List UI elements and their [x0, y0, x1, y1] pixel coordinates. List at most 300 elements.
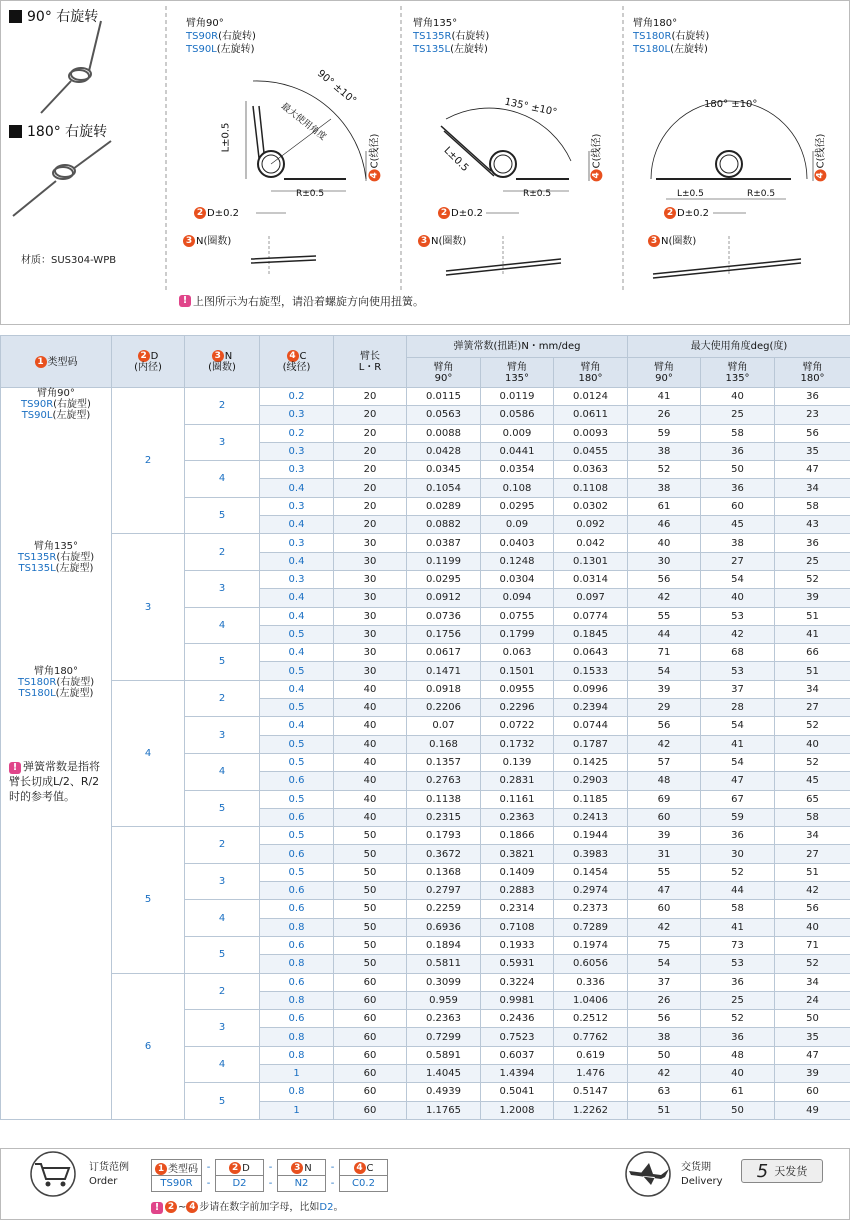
spring-cell: 0.6037	[481, 1046, 554, 1064]
angle-cell: 40	[775, 918, 850, 936]
spring-cell: 0.0314	[554, 570, 628, 588]
diagram-panel	[0, 0, 850, 325]
table-row	[1, 388, 850, 406]
order-h4: 4 C	[340, 1160, 388, 1176]
c-cell: 0.6	[260, 973, 334, 991]
angle-cell: 73	[701, 936, 775, 954]
order-v2: D2	[216, 1176, 264, 1192]
c-cell: 0.3	[260, 406, 334, 424]
d-cell: 6	[112, 973, 185, 1119]
spring-photo-180	[13, 141, 111, 216]
angle-135-label: 135° ±10°	[503, 96, 558, 119]
c-cell: 0.4	[260, 607, 334, 625]
order-v1: TS90R	[152, 1176, 202, 1192]
spring-cell: 0.2373	[554, 900, 628, 918]
inner-d-label: 2 D±0.2	[194, 207, 239, 220]
diagram-90-title: 臂角90° TS90R(右旋转) TS90L(左旋转)	[186, 18, 256, 55]
spring-cell: 0.1732	[481, 735, 554, 753]
spring-cell: 0.0617	[407, 644, 481, 662]
c-cell: 0.2	[260, 388, 334, 406]
spring-cell: 0.09	[481, 516, 554, 534]
spring-cell: 0.1185	[554, 790, 628, 808]
wire-label: 4C(线径)	[590, 134, 603, 182]
spring-cell: 0.1845	[554, 625, 628, 643]
spring-cell: 0.5811	[407, 955, 481, 973]
angle-cell: 36	[775, 534, 850, 552]
length-l-label: L±0.5	[220, 122, 232, 153]
exclamation-icon: !	[179, 295, 191, 307]
n-cell: 2	[185, 973, 260, 1010]
arm-cell: 30	[334, 570, 407, 588]
angle-cell: 50	[628, 1046, 701, 1064]
n-cell: 3	[185, 1010, 260, 1047]
spring-cell: 0.2903	[554, 772, 628, 790]
spring-cell: 0.2512	[554, 1010, 628, 1028]
spring-cell: 0.3672	[407, 845, 481, 863]
angle-cell: 50	[701, 1101, 775, 1119]
angle-cell: 42	[628, 589, 701, 607]
c-cell: 0.6	[260, 845, 334, 863]
spring-cell: 0.2797	[407, 882, 481, 900]
n-cell: 5	[185, 1083, 260, 1120]
angle-cell: 42	[775, 882, 850, 900]
spring-cell: 0.1199	[407, 552, 481, 570]
arm-cell: 60	[334, 1101, 407, 1119]
spring-cell: 0.2413	[554, 808, 628, 826]
spring-cell: 0.0115	[407, 388, 481, 406]
inner-d-label: 2 D±0.2	[438, 207, 483, 220]
spring-cell: 0.3099	[407, 973, 481, 991]
angle-cell: 30	[701, 845, 775, 863]
arm-cell: 30	[334, 534, 407, 552]
spring-cell: 0.5041	[481, 1083, 554, 1101]
spring-cell: 1.0406	[554, 991, 628, 1009]
drawing-135	[441, 108, 589, 276]
spring-cell: 0.1161	[481, 790, 554, 808]
angle-cell: 38	[628, 479, 701, 497]
spring-cell: 0.168	[407, 735, 481, 753]
angle-cell: 34	[775, 827, 850, 845]
spring-cell: 0.0387	[407, 534, 481, 552]
spring-cell: 0.1793	[407, 827, 481, 845]
n-cell: 4	[185, 1046, 260, 1083]
spring-cell: 0.2314	[481, 900, 554, 918]
length-l-label: L±0.5	[441, 145, 471, 174]
spring-cell: 0.7108	[481, 918, 554, 936]
spring-cell: 1.476	[554, 1064, 628, 1082]
angle-cell: 52	[628, 461, 701, 479]
c-cell: 0.3	[260, 534, 334, 552]
angle-cell: 40	[701, 1064, 775, 1082]
spring-cell: 0.2363	[407, 1010, 481, 1028]
angle-cell: 40	[701, 388, 775, 406]
n-cell: 3	[185, 863, 260, 900]
arm-cell: 20	[334, 424, 407, 442]
order-v3: N2	[278, 1176, 326, 1192]
n-cell: 5	[185, 790, 260, 827]
angle-cell: 51	[628, 1101, 701, 1119]
angle-cell: 30	[628, 552, 701, 570]
angle-cell: 63	[628, 1083, 701, 1101]
spring-photo-90	[41, 21, 101, 113]
arm-cell: 20	[334, 442, 407, 460]
angle-180-label: 180° ±10°	[704, 99, 758, 110]
spring-cell: 0.1756	[407, 625, 481, 643]
angle-cell: 44	[628, 625, 701, 643]
spring-cell: 0.7299	[407, 1028, 481, 1046]
spring-cell: 1.4045	[407, 1064, 481, 1082]
c-cell: 0.6	[260, 936, 334, 954]
arm-cell: 60	[334, 973, 407, 991]
spring-cell: 0.0722	[481, 717, 554, 735]
spring-cell: 0.2763	[407, 772, 481, 790]
angle-cell: 40	[701, 589, 775, 607]
c-cell: 0.6	[260, 772, 334, 790]
spring-cell: 1.2008	[481, 1101, 554, 1119]
arm-cell: 50	[334, 827, 407, 845]
spring-cell: 0.0996	[554, 680, 628, 698]
spring-cell: 0.092	[554, 516, 628, 534]
angle-cell: 54	[701, 753, 775, 771]
length-r-label: R±0.5	[523, 189, 552, 199]
square-icon	[9, 10, 22, 23]
angle-cell: 55	[628, 607, 701, 625]
arm-cell: 50	[334, 955, 407, 973]
n-cell: 5	[185, 497, 260, 534]
spring-cell: 0.3983	[554, 845, 628, 863]
spring-cell: 0.0088	[407, 424, 481, 442]
angle-cell: 34	[775, 973, 850, 991]
spring-cell: 0.063	[481, 644, 554, 662]
drawing-180	[651, 101, 813, 278]
angle-cell: 53	[701, 607, 775, 625]
order-title: 订货范例 Order	[89, 1162, 129, 1187]
spring-cell: 0.1248	[481, 552, 554, 570]
length-l-label: L±0.5	[677, 189, 704, 199]
angle-cell: 58	[775, 808, 850, 826]
c-cell: 0.6	[260, 808, 334, 826]
spring-cell: 0.1933	[481, 936, 554, 954]
angle-cell: 27	[775, 699, 850, 717]
wire-label: 4C(线径)	[814, 134, 827, 182]
coil-label: 3 N(圈数)	[183, 235, 231, 248]
c-cell: 0.6	[260, 1010, 334, 1028]
spring-cell: 0.0354	[481, 461, 554, 479]
c-cell: 0.4	[260, 717, 334, 735]
spring-cell: 1.1765	[407, 1101, 481, 1119]
angle-cell: 60	[628, 900, 701, 918]
spring-cell: 0.5931	[481, 955, 554, 973]
spring-cell: 0.0304	[481, 570, 554, 588]
diagram-135-title: 臂角135° TS135R(右旋转) TS135L(左旋转)	[413, 18, 490, 55]
angle-cell: 35	[775, 1028, 850, 1046]
spring-cell: 0.2394	[554, 699, 628, 717]
angle-cell: 23	[775, 406, 850, 424]
spring-cell: 0.2363	[481, 808, 554, 826]
angle-cell: 41	[628, 388, 701, 406]
c-cell: 0.8	[260, 1028, 334, 1046]
header-s90: 臂角 90°	[407, 358, 481, 388]
c-cell: 0.4	[260, 479, 334, 497]
coil-label: 3 N(圈数)	[648, 235, 696, 248]
n-cell: 3	[185, 424, 260, 461]
angle-cell: 51	[775, 662, 850, 680]
angle-cell: 58	[775, 497, 850, 515]
angle-cell: 52	[701, 863, 775, 881]
n-cell: 4	[185, 900, 260, 937]
spring-cell: 0.1368	[407, 863, 481, 881]
n-cell: 2	[185, 534, 260, 571]
c-cell: 1	[260, 1064, 334, 1082]
n-cell: 3	[185, 570, 260, 607]
c-cell: 0.8	[260, 955, 334, 973]
arm-cell: 40	[334, 808, 407, 826]
material-label: 材质：SUS304-WPB	[21, 255, 117, 266]
d-cell: 5	[112, 827, 185, 973]
angle-cell: 75	[628, 936, 701, 954]
spring-cell: 0.0611	[554, 406, 628, 424]
c-cell: 0.5	[260, 827, 334, 845]
arm-cell: 40	[334, 772, 407, 790]
header-c: 4 C (线径)	[260, 336, 334, 388]
spring-cell: 0.0428	[407, 442, 481, 460]
angle-cell: 25	[775, 552, 850, 570]
diagram-180-title: 臂角180° TS180R(右旋转) TS180L(左旋转)	[633, 18, 710, 55]
arm-cell: 20	[334, 406, 407, 424]
tag-90: 90° 右旋转	[9, 6, 98, 26]
header-type: 1 类型码	[1, 336, 112, 388]
spring-cell: 0.1944	[554, 827, 628, 845]
spring-cell: 0.094	[481, 589, 554, 607]
arm-cell: 30	[334, 625, 407, 643]
inner-d-label: 2 D±0.2	[664, 207, 709, 220]
angle-cell: 45	[701, 516, 775, 534]
angle-cell: 71	[628, 644, 701, 662]
angle-cell: 58	[701, 424, 775, 442]
angle-cell: 28	[701, 699, 775, 717]
spring-cell: 0.6936	[407, 918, 481, 936]
spring-cell: 0.0955	[481, 680, 554, 698]
angle-cell: 39	[628, 827, 701, 845]
angle-cell: 38	[628, 1028, 701, 1046]
angle-cell: 71	[775, 936, 850, 954]
spring-cell: 0.3224	[481, 973, 554, 991]
arm-cell: 40	[334, 790, 407, 808]
c-cell: 0.5	[260, 863, 334, 881]
table-row	[1, 827, 850, 845]
angle-cell: 56	[628, 570, 701, 588]
c-cell: 0.8	[260, 991, 334, 1009]
angle-cell: 24	[775, 991, 850, 1009]
angle-cell: 27	[775, 845, 850, 863]
angle-cell: 31	[628, 845, 701, 863]
delivery-title: 交货期 Delivery	[681, 1162, 723, 1187]
angle-cell: 60	[628, 808, 701, 826]
header-spring: 弹簧常数(扭距)N・mm/deg	[407, 336, 628, 358]
angle-cell: 59	[628, 424, 701, 442]
order-note: ! 2 ~ 4 步请在数字前加字母，比如D2。	[151, 1198, 343, 1214]
arm-cell: 30	[334, 607, 407, 625]
spring-cell: 0.959	[407, 991, 481, 1009]
d-cell: 2	[112, 388, 185, 534]
angle-cell: 38	[701, 534, 775, 552]
coil-label: 3 N(圈数)	[418, 235, 466, 248]
order-v4: C0.2	[340, 1176, 388, 1192]
angle-cell: 54	[628, 662, 701, 680]
angle-cell: 36	[701, 827, 775, 845]
angle-cell: 48	[628, 772, 701, 790]
order-panel	[0, 1148, 850, 1220]
c-cell: 0.3	[260, 461, 334, 479]
n-cell: 4	[185, 607, 260, 644]
arm-cell: 50	[334, 900, 407, 918]
angle-cell: 36	[701, 479, 775, 497]
c-cell: 0.8	[260, 918, 334, 936]
angle-cell: 36	[775, 388, 850, 406]
n-cell: 2	[185, 827, 260, 864]
spring-cell: 0.0124	[554, 388, 628, 406]
spec-table	[0, 335, 850, 1120]
cart-icon	[31, 1152, 75, 1196]
length-r-label: R±0.5	[296, 189, 325, 199]
plane-icon	[626, 1152, 670, 1196]
c-cell: 0.4	[260, 589, 334, 607]
angle-cell: 56	[628, 717, 701, 735]
angle-cell: 36	[701, 973, 775, 991]
arm-cell: 30	[334, 552, 407, 570]
arm-cell: 60	[334, 1028, 407, 1046]
spring-cell: 0.1974	[554, 936, 628, 954]
order-h3: 3 N	[278, 1160, 326, 1176]
angle-cell: 61	[701, 1083, 775, 1101]
wire-label: 4C(线径)	[368, 134, 381, 182]
c-cell: 0.8	[260, 1083, 334, 1101]
spring-cell: 0.0403	[481, 534, 554, 552]
spring-cell: 0.0912	[407, 589, 481, 607]
header-d: 2 D (内径)	[112, 336, 185, 388]
angle-cell: 52	[775, 955, 850, 973]
angle-cell: 54	[701, 717, 775, 735]
c-cell: 0.5	[260, 735, 334, 753]
arm-cell: 20	[334, 461, 407, 479]
angle-cell: 47	[775, 461, 850, 479]
angle-cell: 42	[628, 735, 701, 753]
spring-cell: 0.0643	[554, 644, 628, 662]
angle-cell: 41	[701, 735, 775, 753]
square-icon	[9, 125, 22, 138]
angle-cell: 56	[775, 424, 850, 442]
c-cell: 0.6	[260, 882, 334, 900]
angle-cell: 39	[628, 680, 701, 698]
spring-cell: 0.7523	[481, 1028, 554, 1046]
n-cell: 5	[185, 644, 260, 681]
spring-cell: 0.2883	[481, 882, 554, 900]
arm-cell: 30	[334, 662, 407, 680]
spring-cell: 0.1138	[407, 790, 481, 808]
angle-cell: 69	[628, 790, 701, 808]
angle-cell: 43	[775, 516, 850, 534]
spring-cell: 0.042	[554, 534, 628, 552]
angle-cell: 45	[775, 772, 850, 790]
c-cell: 0.4	[260, 516, 334, 534]
header-s180: 臂角 180°	[554, 358, 628, 388]
angle-90-label: 90° ±10°	[314, 68, 359, 107]
c-cell: 0.4	[260, 644, 334, 662]
angle-cell: 44	[701, 882, 775, 900]
angle-cell: 40	[628, 534, 701, 552]
spring-cell: 0.1301	[554, 552, 628, 570]
angle-cell: 59	[701, 808, 775, 826]
arm-cell: 40	[334, 753, 407, 771]
angle-cell: 54	[628, 955, 701, 973]
spring-cell: 0.0289	[407, 497, 481, 515]
angle-cell: 41	[701, 918, 775, 936]
spring-cell: 0.0441	[481, 442, 554, 460]
c-cell: 0.8	[260, 1046, 334, 1064]
c-cell: 0.5	[260, 625, 334, 643]
spring-cell: 0.1108	[554, 479, 628, 497]
spring-cell: 0.0744	[554, 717, 628, 735]
spring-cell: 0.0295	[481, 497, 554, 515]
table-row	[1, 680, 850, 698]
n-cell: 4	[185, 461, 260, 498]
angle-cell: 48	[701, 1046, 775, 1064]
spring-cell: 0.1409	[481, 863, 554, 881]
angle-cell: 29	[628, 699, 701, 717]
arm-cell: 20	[334, 479, 407, 497]
spring-cell: 0.0586	[481, 406, 554, 424]
angle-cell: 41	[775, 625, 850, 643]
header-s135: 臂角 135°	[481, 358, 554, 388]
header-m180: 臂角 180°	[775, 358, 850, 388]
spring-cell: 0.0918	[407, 680, 481, 698]
spring-cell: 0.4939	[407, 1083, 481, 1101]
angle-cell: 55	[628, 863, 701, 881]
angle-cell: 68	[701, 644, 775, 662]
c-cell: 0.2	[260, 424, 334, 442]
angle-cell: 52	[775, 753, 850, 771]
arm-cell: 60	[334, 1064, 407, 1082]
arm-cell: 40	[334, 735, 407, 753]
c-cell: 0.6	[260, 900, 334, 918]
angle-cell: 54	[701, 570, 775, 588]
angle-cell: 26	[628, 406, 701, 424]
arm-cell: 60	[334, 1046, 407, 1064]
angle-cell: 39	[775, 589, 850, 607]
n-cell: 4	[185, 753, 260, 790]
spring-cell: 0.1799	[481, 625, 554, 643]
angle-cell: 47	[628, 882, 701, 900]
table-row	[1, 973, 850, 991]
spring-cell: 0.0093	[554, 424, 628, 442]
spring-cell: 0.7762	[554, 1028, 628, 1046]
d-cell: 3	[112, 534, 185, 680]
angle-cell: 60	[775, 1083, 850, 1101]
spring-cell: 0.9981	[481, 991, 554, 1009]
angle-cell: 36	[701, 442, 775, 460]
order-example-table: 1 类型码 - 2 D - 3 N - 4 C TS90R - D2 - N2 - C0.2	[151, 1159, 388, 1192]
spring-cell: 0.1787	[554, 735, 628, 753]
delivery-box: 5 天发货	[741, 1159, 823, 1183]
spring-cell: 0.1054	[407, 479, 481, 497]
arm-cell: 20	[334, 497, 407, 515]
angle-cell: 52	[775, 570, 850, 588]
angle-cell: 53	[701, 955, 775, 973]
arm-cell: 60	[334, 991, 407, 1009]
spring-cell: 0.0302	[554, 497, 628, 515]
max-angle-label: 最大使用角度	[278, 101, 328, 143]
table-row	[1, 534, 850, 552]
